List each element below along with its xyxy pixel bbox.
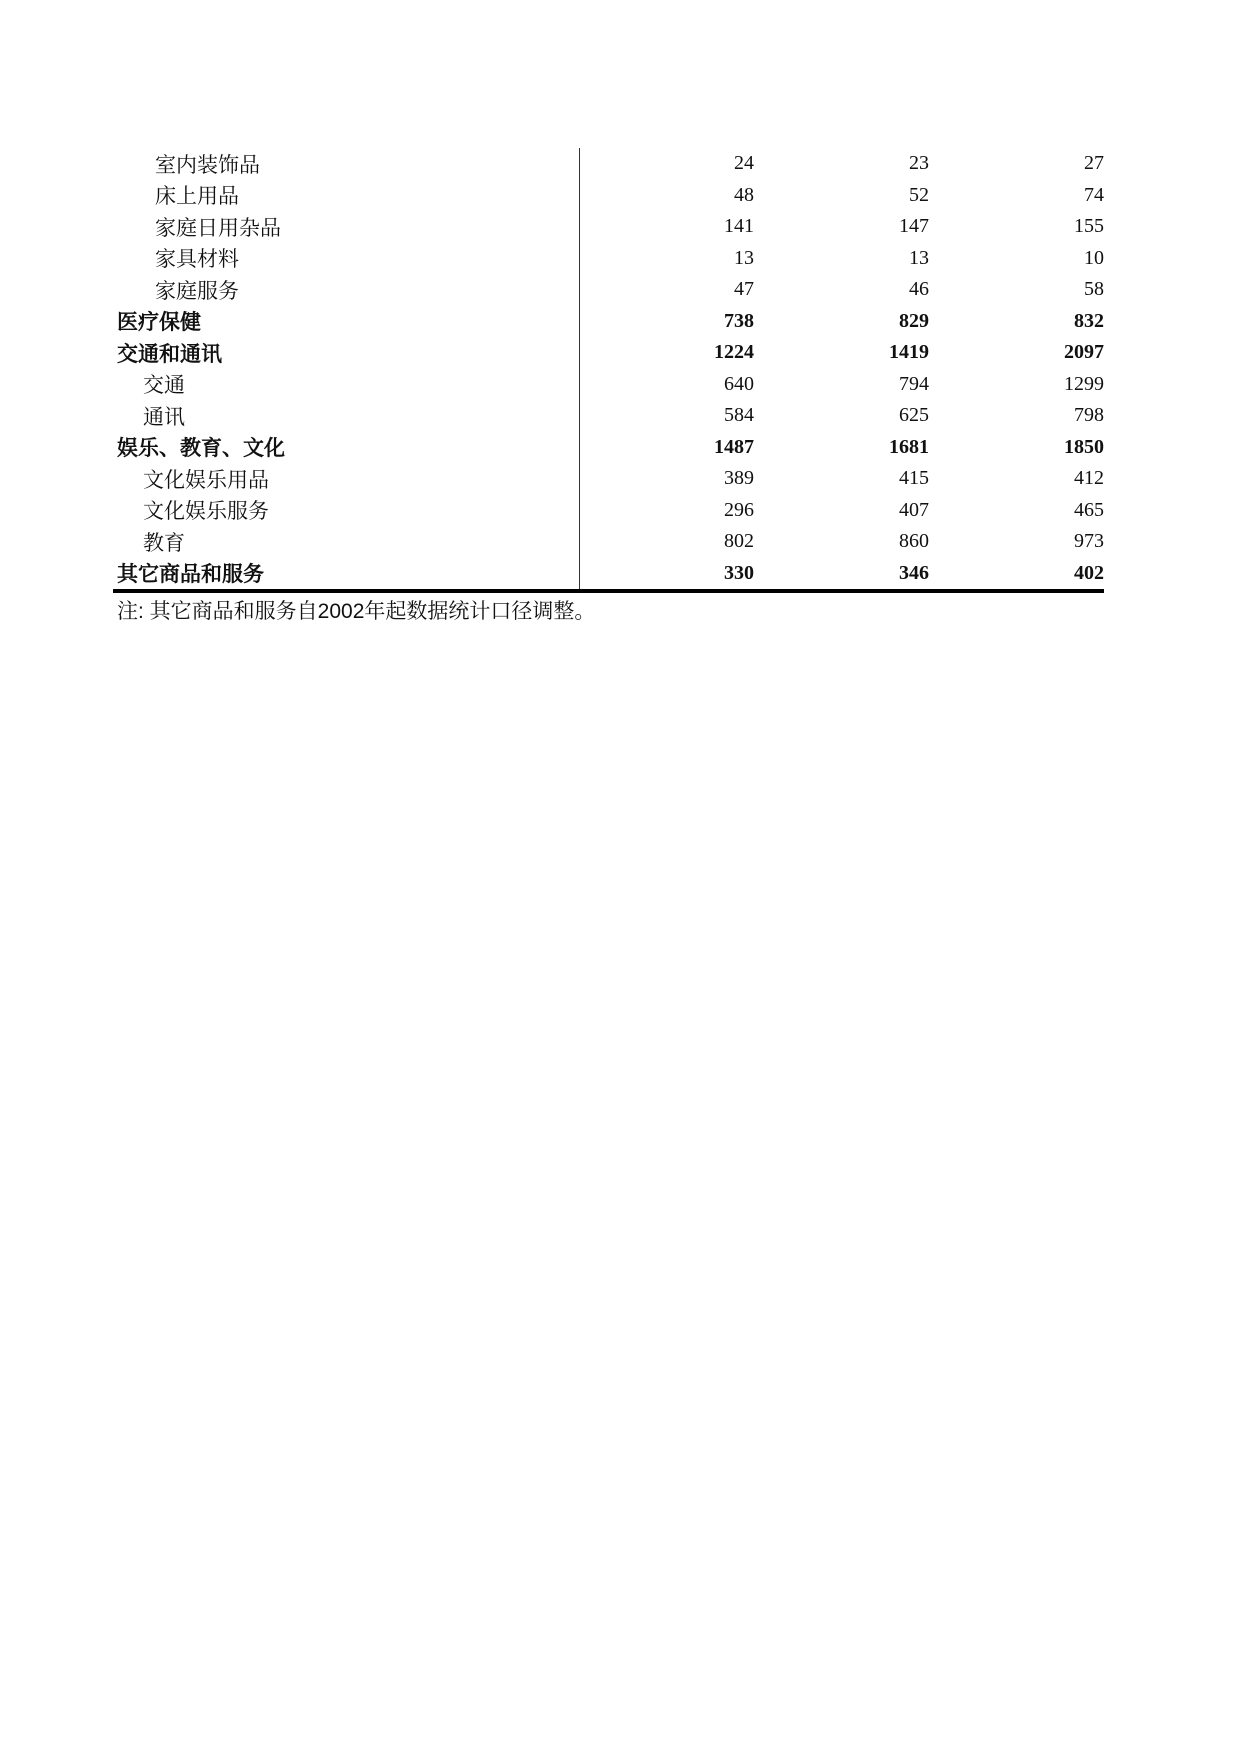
- table-row: [113, 243, 1104, 275]
- table-row: [113, 274, 1104, 306]
- table-row: [113, 495, 1104, 527]
- table-row: [113, 148, 1104, 180]
- table-row: [113, 337, 1104, 369]
- value-cell-col1: 640: [724, 372, 754, 395]
- category-label: 交通和通讯: [113, 337, 579, 369]
- value-cell-col3: 973: [1074, 530, 1104, 553]
- value-cell-col2: 415: [899, 467, 929, 490]
- table-body: [113, 148, 1104, 591]
- value-cell-col1: 141: [724, 215, 754, 238]
- value-cell-col3: 155: [1074, 215, 1104, 238]
- table-row: [113, 211, 1104, 243]
- value-cell-col3: 74: [1084, 183, 1104, 206]
- table-row: [113, 558, 1104, 592]
- value-cell-col1: 1487: [714, 435, 754, 458]
- spreadsheet-page: [113, 148, 1103, 625]
- value-cell-col3: 465: [1074, 498, 1104, 521]
- value-cell-col2: 52: [909, 183, 929, 206]
- value-cell-col3: 412: [1074, 467, 1104, 490]
- value-cell-col3: 27: [1084, 152, 1104, 175]
- value-cell-col1: 389: [724, 467, 754, 490]
- table-row: [113, 463, 1104, 495]
- value-cell-col2: 46: [909, 278, 929, 301]
- subcategory-label: 室内装饰品: [113, 148, 579, 180]
- subcategory-label: 文化娱乐服务: [113, 495, 579, 527]
- table-row: [113, 306, 1104, 338]
- value-cell-col2: 794: [899, 372, 929, 395]
- table-row: [113, 180, 1104, 212]
- subcategory-label: 教育: [113, 526, 579, 558]
- expenditure-table: [113, 148, 1104, 593]
- category-label: 娱乐、教育、文化: [113, 432, 579, 464]
- value-cell-col2: 1419: [889, 341, 929, 364]
- value-cell-col2: 1681: [889, 435, 929, 458]
- subcategory-label: 交通: [113, 369, 579, 401]
- value-cell-col1: 738: [724, 309, 754, 332]
- value-cell-col1: 802: [724, 530, 754, 553]
- value-cell-col3: 832: [1074, 309, 1104, 332]
- value-cell-col1: 1224: [714, 341, 754, 364]
- value-cell-col2: 860: [899, 530, 929, 553]
- subcategory-label: 通讯: [113, 400, 579, 432]
- value-cell-col2: 147: [899, 215, 929, 238]
- footnote: 注: 其它商品和服务自2002年起数据统计口径调整。: [117, 600, 596, 623]
- table-row: [113, 400, 1104, 432]
- value-cell-col3: 1850: [1064, 435, 1104, 458]
- value-cell-col2: 13: [909, 246, 929, 269]
- value-cell-col1: 48: [734, 183, 754, 206]
- value-cell-col3: 1299: [1064, 372, 1104, 395]
- value-cell-col1: 47: [734, 278, 754, 301]
- value-cell-col1: 13: [734, 246, 754, 269]
- subcategory-label: 家庭日用杂品: [113, 211, 579, 243]
- value-cell-col3: 798: [1074, 404, 1104, 427]
- value-cell-col1: 584: [724, 404, 754, 427]
- subcategory-label: 家庭服务: [113, 274, 579, 306]
- value-cell-col1: 296: [724, 498, 754, 521]
- value-cell-col3: 10: [1084, 246, 1104, 269]
- subcategory-label: 文化娱乐用品: [113, 463, 579, 495]
- table-row: [113, 369, 1104, 401]
- value-cell-col2: 829: [899, 309, 929, 332]
- value-cell-col2: 625: [899, 404, 929, 427]
- value-cell-col3: 402: [929, 558, 1104, 592]
- value-cell-col2: 23: [909, 152, 929, 175]
- value-cell-col3: 58: [1084, 278, 1104, 301]
- subcategory-label: 床上用品: [113, 180, 579, 212]
- value-cell-col1: 24: [734, 152, 754, 175]
- subcategory-label: 家具材料: [113, 243, 579, 275]
- value-cell-col1: 330: [579, 558, 754, 592]
- category-label: 医疗保健: [113, 306, 579, 338]
- category-label: 其它商品和服务: [113, 558, 579, 592]
- value-cell-col2: 346: [754, 558, 929, 592]
- value-cell-col2: 407: [899, 498, 929, 521]
- value-cell-col3: 2097: [1064, 341, 1104, 364]
- table-row: [113, 526, 1104, 558]
- table-row: [113, 432, 1104, 464]
